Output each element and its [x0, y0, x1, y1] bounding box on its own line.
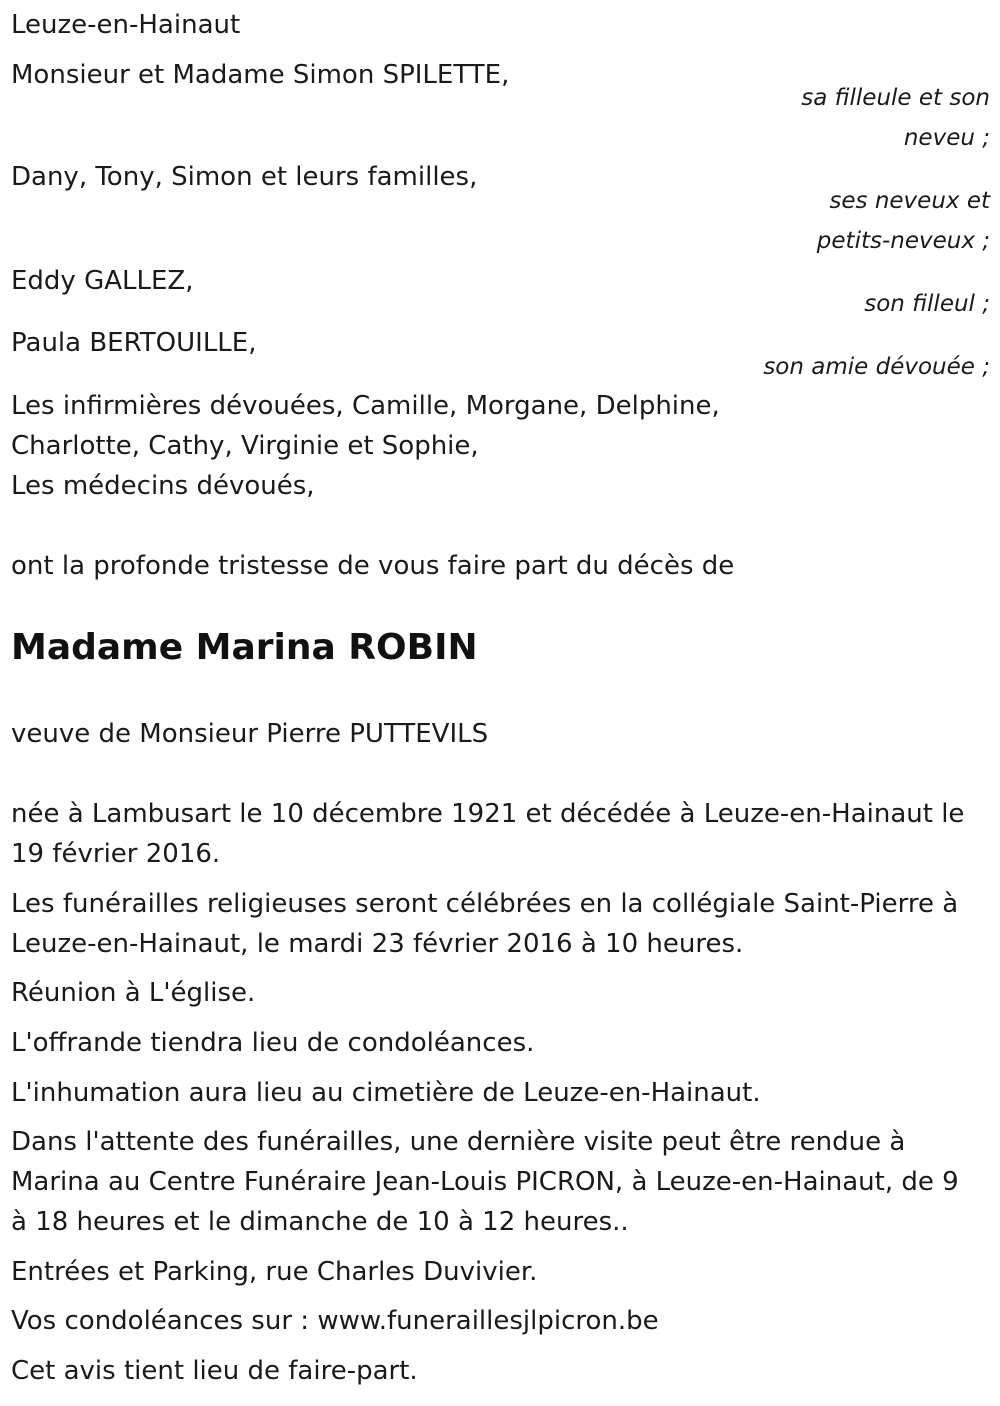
family-dany-role-2: petits-neveux ;: [816, 228, 990, 254]
offering-line: L'offrande tiendra lieu de condoléances.: [11, 1028, 535, 1058]
family-spilette-role-1: sa filleule et son: [801, 85, 990, 111]
burial-line: L'inhumation aura lieu au cimetière de Leuze-en-Hainaut.: [11, 1078, 761, 1108]
family-spilette-role-2: neveu ;: [903, 125, 990, 151]
family-nurses-2: Charlotte, Cathy, Virginie et Sophie,: [11, 431, 479, 461]
place-line: Leuze-en-Hainaut: [11, 10, 241, 40]
family-paula: Paula BERTOUILLE,: [11, 328, 257, 358]
condolences-line: Vos condoléances sur : www.funeraillesjlpicron.be: [11, 1306, 659, 1336]
birth-death-line-2: 19 février 2016.: [11, 839, 221, 869]
deceased-name: Madame Marina ROBIN: [11, 627, 478, 668]
family-dany: Dany, Tony, Simon et leurs familles,: [11, 162, 478, 192]
funeral-line-1: Les funérailles religieuses seront célébrées en la collégiale Saint-Pierre à: [11, 889, 959, 919]
family-eddy: Eddy GALLEZ,: [11, 266, 194, 296]
birth-death-line-1: née à Lambusart le 10 décembre 1921 et décédée à Leuze-en-Hainaut le: [11, 799, 965, 829]
funeral-line-2: Leuze-en-Hainaut, le mardi 23 février 2016 à 10 heures.: [11, 929, 744, 959]
family-dany-role-1: ses neveux et: [829, 188, 990, 214]
visit-line-2: Marina au Centre Funéraire Jean-Louis PICRON, à Leuze-en-Hainaut, de 9: [11, 1167, 959, 1197]
announcement-line: ont la profonde tristesse de vous faire part du décès de: [11, 551, 735, 581]
parking-line: Entrées et Parking, rue Charles Duvivier.: [11, 1257, 538, 1287]
notice-line: Cet avis tient lieu de faire-part.: [11, 1356, 418, 1386]
visit-line-3: à 18 heures et le dimanche de 10 à 12 heures..: [11, 1207, 629, 1237]
meeting-line: Réunion à L'église.: [11, 978, 256, 1008]
family-spilette: Monsieur et Madame Simon SPILETTE,: [11, 60, 510, 90]
family-eddy-role: son filleul ;: [864, 291, 990, 317]
visit-line-1: Dans l'attente des funérailles, une dernière visite peut être rendue à: [11, 1127, 906, 1157]
family-nurses-1: Les infirmières dévouées, Camille, Morgane, Delphine,: [11, 391, 720, 421]
widow-of-line: veuve de Monsieur Pierre PUTTEVILS: [11, 719, 489, 749]
family-doctors: Les médecins dévoués,: [11, 471, 315, 501]
family-paula-role: son amie dévouée ;: [763, 354, 990, 380]
